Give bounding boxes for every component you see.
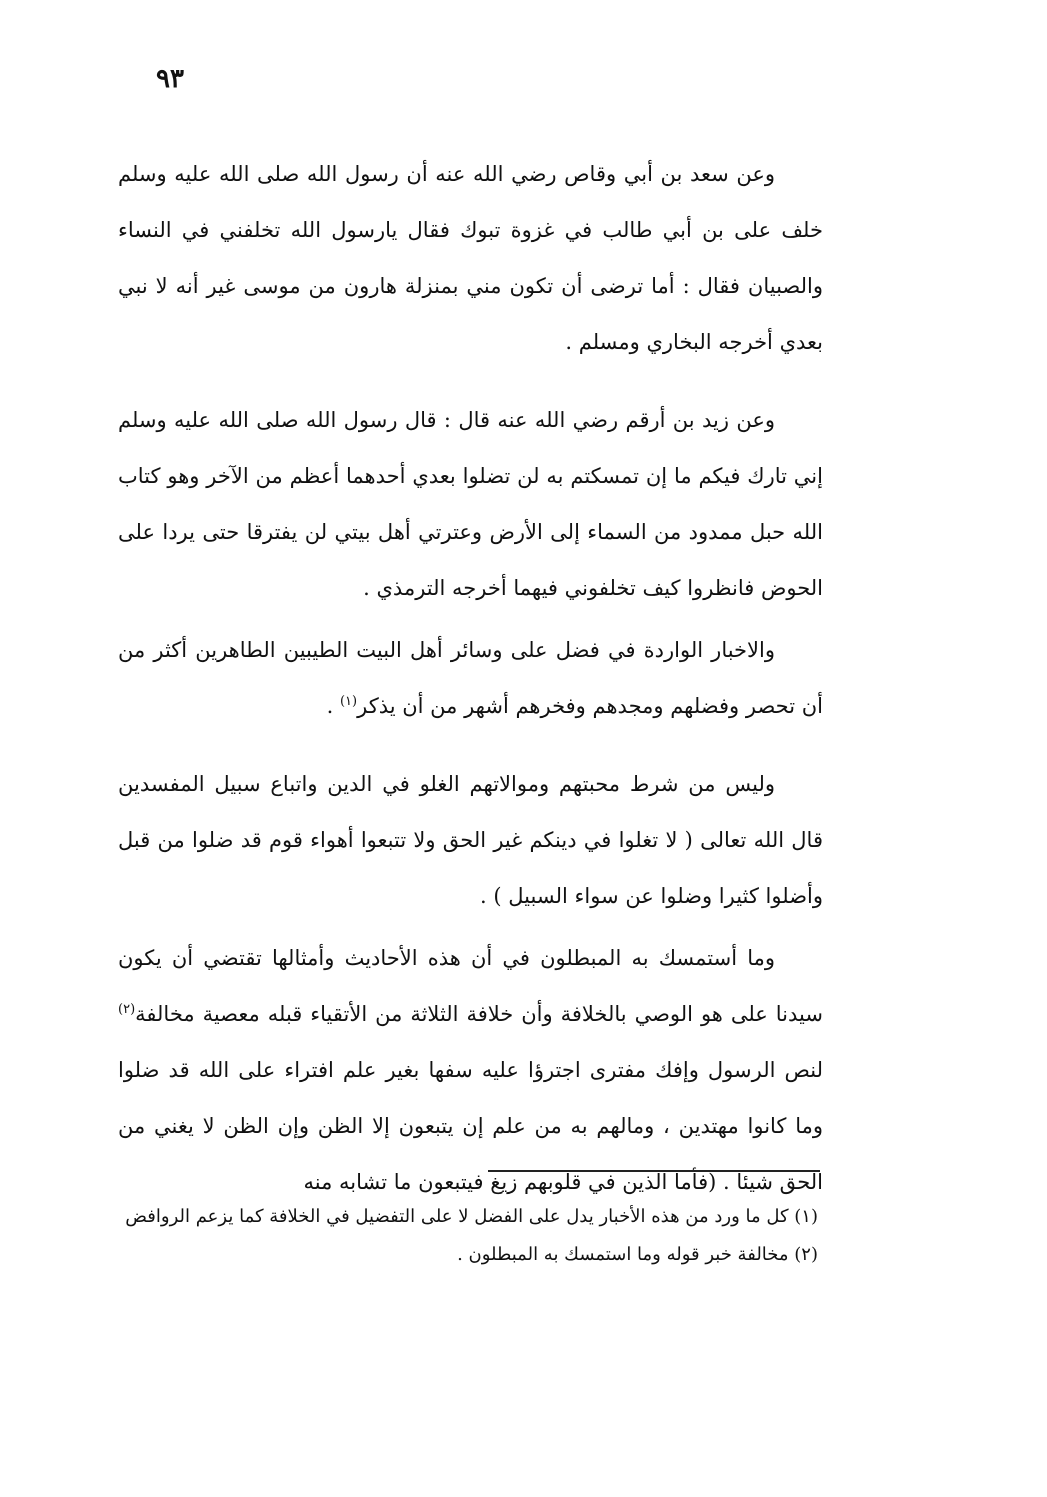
paragraph-2-text: وعن زيد بن أرقم رضي الله عنه قال : قال رسول الله صلى الله عليه وسلم إني تارك فيكم ما إن تمسكتم به لن تضلوا بعدي أحدهما أعظم من الآخر وهو كتاب الله حبل ممدود من السماء إلى الأرض وعترتي أهل بيتي لن يفترقا حتى يردا على الحوض فانظروا كيف تخلفوني فيهما أخرجه الترمذي . xyxy=(118,408,823,600)
footnote-2: (٢) مخالفة خبر قوله وما استمسك به المبطلون . xyxy=(457,1244,818,1265)
paragraph-4 xyxy=(118,756,823,924)
page-number: ٩٣ xyxy=(156,64,184,94)
footnote-marker-1[interactable]: (١) xyxy=(339,694,358,709)
paragraph-5-text: وما أستمسك به المبطلون في أن هذه الأحاديث وأمثالها تقتضي أن يكون سيدنا على هو الوصي بالخلافة وأن خلافة الثلاثة من الأتقياء قبله معصية مخالفة xyxy=(118,946,823,1026)
paragraph-5 xyxy=(118,930,823,1210)
paragraph-4-text: وليس من شرط محبتهم وموالاتهم الغلو في الدين واتباع سبيل المفسدين قال الله تعالى ( لا تغلوا في دينكم غير الحق ولا تتبعوا أهواء قوم قد ضلوا من قبل وأضلوا كثيرا وضلوا عن سواء السبيل ) . xyxy=(118,772,823,908)
paragraph-gap xyxy=(118,370,823,392)
footnote-divider xyxy=(488,1170,820,1172)
main-text xyxy=(118,146,823,1210)
paragraph-3-end: . xyxy=(326,694,340,718)
paragraph-3-text: والاخبار الواردة في فضل على وسائر أهل البيت الطيبين الطاهرين أكثر من أن تحصر وفضلهم ومجدهم وفخرهم أشهر من أن يذكر xyxy=(118,638,823,718)
footnote-1: (١) كل ما ورد من هذه الأخبار يدل على الفضل لا على التفضيل في الخلافة كما يزعم الروافض xyxy=(125,1206,818,1227)
paragraph-3 xyxy=(118,622,823,734)
paragraph-gap xyxy=(118,734,823,756)
footnotes xyxy=(118,1198,818,1274)
paragraph-5-continued: لنص الرسول وإفك مفترى اجترؤا عليه سفها بغير علم افتراء على الله قد ضلوا وما كانوا مهتدين ، ومالهم به من علم إن يتبعون إلا الظن وإن الظن لا يغني من الحق شيئا . (فأما الذين في قلوبهم زيغ فيتبعون ما تشابه منه xyxy=(118,1058,823,1194)
paragraph-2 xyxy=(118,392,823,616)
paragraph-1 xyxy=(118,146,823,370)
footnote-marker-2[interactable]: (٢) xyxy=(118,1002,136,1017)
paragraph-1-text: وعن سعد بن أبي وقاص رضي الله عنه أن رسول الله صلى الله عليه وسلم خلف على بن أبي طالب في غزوة تبوك فقال يارسول الله تخلفني في النساء والصبيان فقال : أما ترضى أن تكون مني بمنزلة هارون من موسى غير أنه لا نبي بعدي أخرجه البخاري ومسلم . xyxy=(118,162,823,354)
